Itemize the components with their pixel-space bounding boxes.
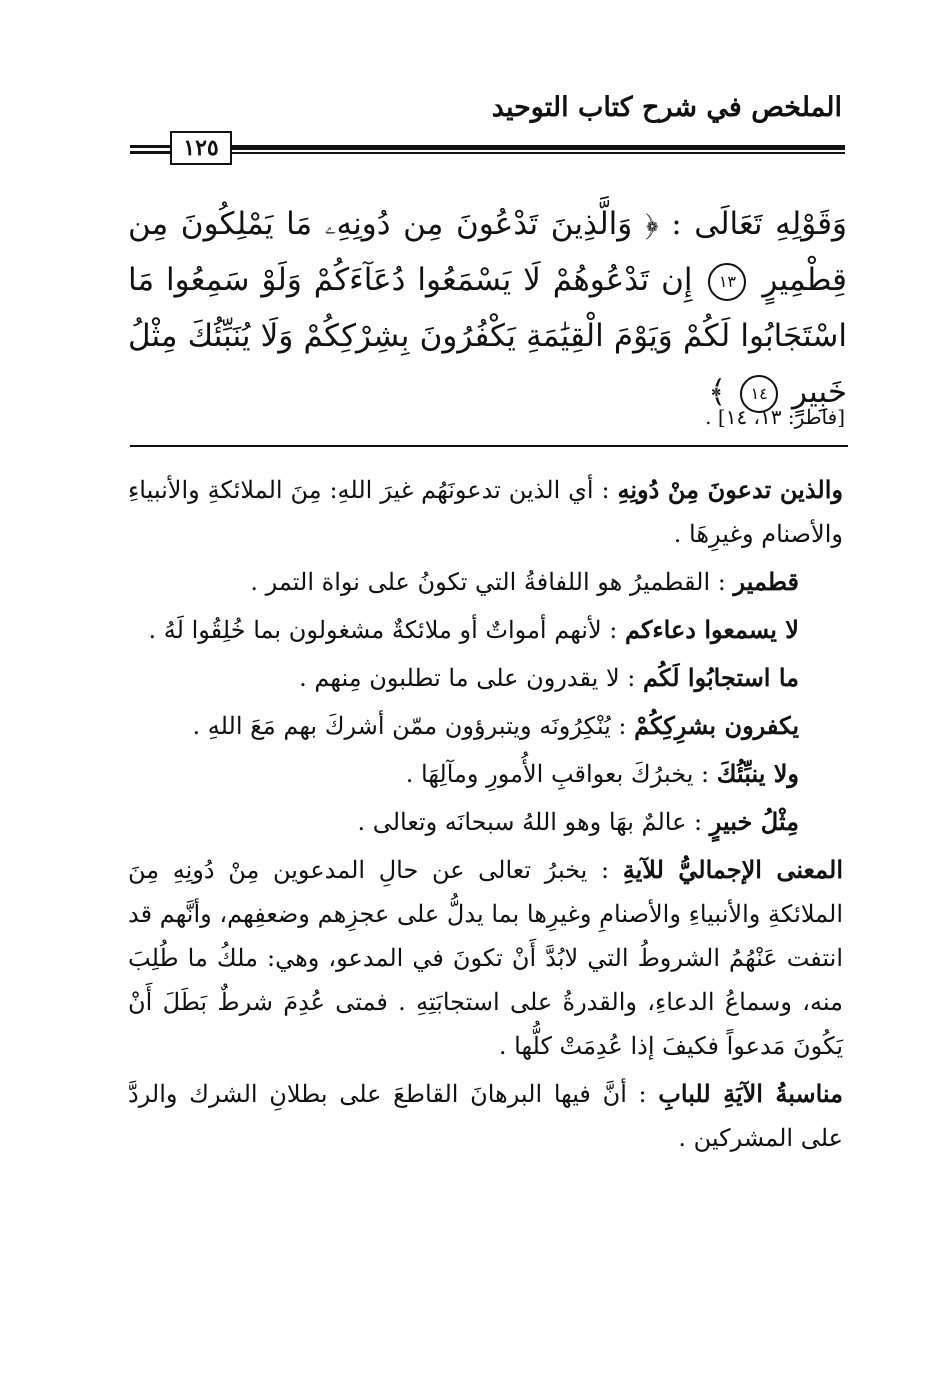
gloss-entry xyxy=(128,704,843,748)
gloss-entry xyxy=(128,560,843,604)
gloss-text: : القطميرُ هو اللفافةُ التي تكونُ على نواة التمر . xyxy=(250,568,726,596)
gloss-term: لا يسمعوا دعاءكم xyxy=(624,615,799,644)
rule-thick xyxy=(230,145,845,150)
running-title: الملخص في شرح كتاب التوحيد xyxy=(491,92,842,123)
gloss-term: قطمير xyxy=(733,567,799,596)
verse-text-2: إِن تَدْعُوهُمْ لَا يَسْمَعُوا دُعَآءَكُمْ وَلَوْ سَمِعُوا مَا اسْتَجَابُوا لَكُمْ وَيَوْمَ الْقِيَٰمَةِ يَكْفُرُونَ بِشِرْكِكُمْ وَلَا يُنَبِّئُكَ مِثْلُ خَبِيرٍ xyxy=(128,262,847,410)
gloss-text: : عالمٌ بهَا وهو اللهُ سبحانَه وتعالى . xyxy=(357,808,703,836)
summary-paragraph xyxy=(128,848,843,1068)
gloss-text: : لأنهم أمواتٌ أو ملائكةٌ مشغولون بما خُلِقُوا لَهُ . xyxy=(148,616,618,644)
gloss-text: : أي الذين تدعونَهُم غيرَ اللهِ: مِنَ الملائكةِ والأنبياءِ والأصنام وغيرِهَا . xyxy=(128,476,843,548)
commentary xyxy=(128,468,843,1164)
gloss-text: : يخبرُكَ بعواقبِ الأُمورِ ومآلِهَا . xyxy=(405,760,710,788)
verse-close: ﴾ xyxy=(708,374,727,410)
gloss-term: ولا ينبِّئُكَ xyxy=(716,759,799,788)
rule-thin xyxy=(230,152,845,154)
gloss-term: يكفرون بشرِكِكُمْ xyxy=(634,711,799,740)
relevance-term: مناسبةُ الآيَةِ للبابِ xyxy=(658,1079,843,1108)
rule-stub-bottom xyxy=(130,151,170,154)
relevance-paragraph xyxy=(128,1072,843,1160)
header-rule xyxy=(130,135,845,161)
ayah-number-13: ١٣ xyxy=(708,263,746,301)
gloss-entry xyxy=(128,752,843,796)
summary-term: المعنى الإجماليُّ للآيةِ xyxy=(622,855,843,884)
summary-text: : يخبرُ تعالى عن حالِ المدعوين مِنْ دُونِهِ مِنَ الملائكةِ والأنبياءِ والأصنامِ وغيرِها بما يدلُّ على عجزِهم وضعفِهم، وأنَّهم قد انتفت عَنْهُمُ الشروطُ التي لابُدَّ أَنْ تكونَ في المدعو، وهي: ملكُ ما طُلِبَ منه، وسماعُ الدعاءِ، والقدرةُ على استجابَتِهِ . فمتى عُدِمَ شرطٌ بَطَلَ أَنْ يَكُونَ مَدعواً فكيفَ إذا عُدِمَتْ كلُّها . xyxy=(128,856,843,1060)
separator-line xyxy=(130,445,848,447)
gloss-text: : يُنْكِرُونَه ويتبرؤون ممّن أشركَ بهم مَعَ اللهِ . xyxy=(192,712,627,740)
gloss-text: : لا يقدرون على ما تطلبون مِنهم . xyxy=(299,664,636,692)
gloss-entry xyxy=(128,800,843,844)
verse-lead: وَقَوْلِهِ تَعَالَى : xyxy=(671,206,848,242)
page-number: ١٢٥ xyxy=(170,131,232,165)
ayah-number-14: ١٤ xyxy=(740,375,778,413)
gloss-term: والذين تدعونَ مِنْ دُونِهِ xyxy=(617,475,843,504)
gloss-entry xyxy=(128,468,843,556)
rule-stub-top xyxy=(130,145,170,148)
quran-verse xyxy=(128,196,847,420)
gloss-term: مِثْلُ خبيرٍ xyxy=(709,807,799,836)
gloss-entry xyxy=(128,656,843,700)
verse-text-1: ﴿ وَالَّذِينَ تَدْعُونَ مِن دُونِهِۦ مَا يَمْلِكُونَ مِن قِطْمِيرٍ xyxy=(128,206,847,298)
gloss-term: ما استجابُوا لَكُم xyxy=(643,663,799,692)
verse-reference: [فاطر: ١٣، ١٤] . xyxy=(705,405,845,429)
relevance-text: : أنَّ فيها البرهانَ القاطعَ على بطلانِ الشرك والردَّ على المشركين . xyxy=(128,1080,843,1152)
gloss-entry xyxy=(128,608,843,652)
